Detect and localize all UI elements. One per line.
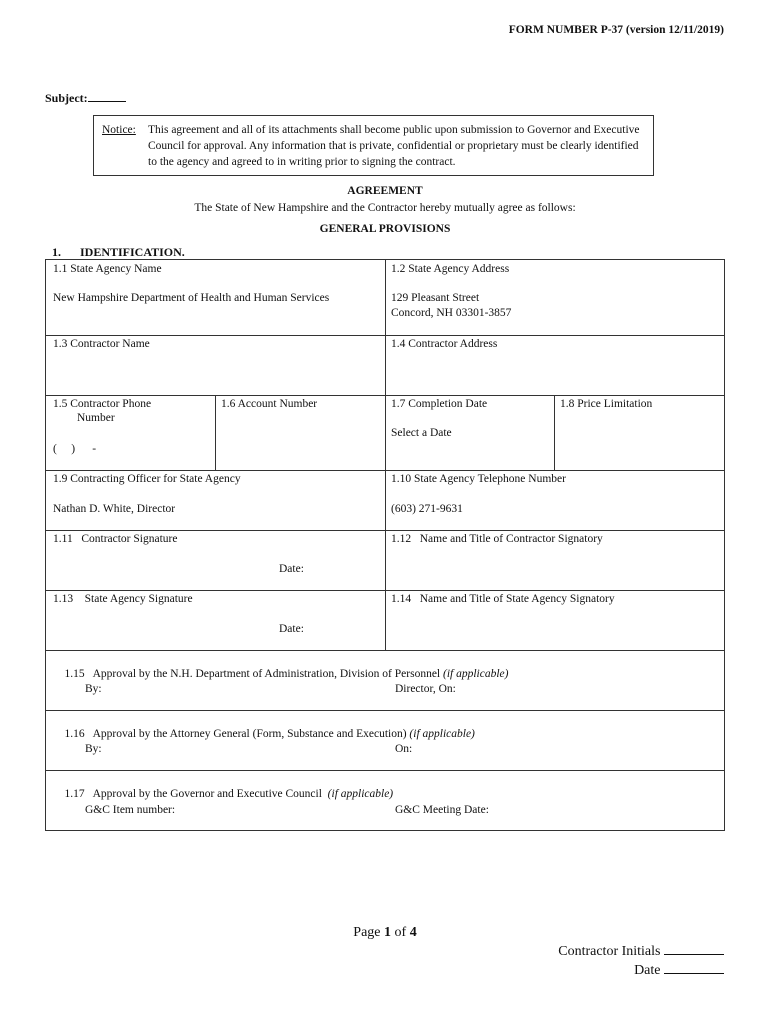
state-agency-address-line2[interactable]: Concord, NH 03301-3857 [391, 307, 512, 319]
gc-item-number[interactable]: G&C Item number: [85, 804, 176, 816]
state-agency-name-value[interactable]: New Hampshire Department of Health and Human Services [53, 292, 330, 304]
footer-initials [558, 942, 724, 980]
personnel-approval-director[interactable]: Director, On: [395, 683, 456, 695]
section-title: IDENTIFICATION. [80, 245, 185, 259]
form-number: FORM NUMBER P-37 (version 12/11/2019) [508, 24, 724, 36]
page-indicator [0, 925, 770, 941]
identification-heading [52, 245, 185, 260]
contractor-initials-row [558, 942, 724, 961]
subject-blank[interactable] [88, 91, 126, 102]
row-divider [46, 770, 724, 771]
contracting-officer-value[interactable]: Nathan D. White, Director [53, 503, 176, 515]
agency-signature-date[interactable]: Date: [279, 623, 304, 635]
page-number: 1 [384, 925, 392, 940]
contractor-address-label: 1.4 Contractor Address [391, 338, 498, 350]
governor-council-approval-note: (if applicable) [327, 788, 394, 800]
subject-line [45, 91, 126, 106]
row-divider [46, 650, 724, 651]
mutual-agreement-text: The State of New Hampshire and the Contractor hereby mutually agree as follows: [194, 202, 576, 214]
date-row [558, 961, 724, 980]
contractor-signature-label: 1.11 Contractor Signature [53, 533, 178, 545]
governor-council-approval-text: 1.17 Approval by the Governor and Executive Council [64, 788, 322, 800]
notice-text: This agreement and all of its attachments shall become public upon submission to Governor and Executive Council for approval. Any information that is private, confidential or proprietary must be clearly identified to the agency and agreed to in writing prior to signing the contract. [148, 124, 640, 168]
personnel-approval-note: (if applicable) [443, 668, 509, 680]
page-word: Page [353, 925, 381, 940]
completion-date-label: 1.7 Completion Date [391, 398, 488, 410]
gc-meeting-date[interactable]: G&C Meeting Date: [395, 804, 489, 816]
contractor-signature-date[interactable]: Date: [279, 563, 304, 575]
contractor-phone-label: 1.5 Contractor Phone [53, 398, 152, 410]
state-agency-name-label: 1.1 State Agency Name [53, 263, 162, 275]
of-word: of [394, 925, 407, 940]
notice-box [93, 115, 654, 176]
agency-signatory-label: 1.14 Name and Title of State Agency Signatory [391, 593, 615, 605]
personnel-approval-by[interactable]: By: [85, 683, 102, 695]
column-divider [554, 395, 555, 470]
section-number: 1. [52, 245, 61, 259]
attorney-general-approval-note: (if applicable) [409, 728, 475, 740]
contractor-phone-label-2: Number [77, 412, 115, 424]
contractor-name-label: 1.3 Contractor Name [53, 338, 150, 350]
agency-telephone-label: 1.10 State Agency Telephone Number [391, 473, 566, 485]
general-provisions-heading: GENERAL PROVISIONS [319, 223, 451, 235]
contractor-signatory-label: 1.12 Name and Title of Contractor Signatory [391, 533, 603, 545]
agency-telephone-value[interactable]: (603) 271-9631 [391, 503, 463, 515]
date-label: Date [634, 963, 661, 978]
personnel-approval-text: 1.15 Approval by the N.H. Department of Administration, Division of Personnel [64, 668, 441, 680]
attorney-general-by[interactable]: By: [85, 743, 102, 755]
subject-label: Subject: [45, 91, 88, 105]
column-divider [215, 395, 216, 470]
contracting-officer-label: 1.9 Contracting Officer for State Agency [53, 473, 241, 485]
attorney-general-approval-text: 1.16 Approval by the Attorney General (Form, Substance and Execution) [64, 728, 407, 740]
price-limitation-label: 1.8 Price Limitation [560, 398, 653, 410]
agency-signature-label: 1.13 State Agency Signature [53, 593, 193, 605]
completion-date-select[interactable]: Select a Date [391, 427, 452, 439]
column-divider [385, 260, 386, 650]
state-agency-address-line1[interactable]: 129 Pleasant Street [391, 292, 480, 304]
agreement-heading: AGREEMENT [347, 185, 423, 197]
notice-label: Notice: [102, 124, 136, 136]
attorney-general-on[interactable]: On: [395, 743, 413, 755]
identification-table [45, 259, 725, 831]
state-agency-address-label: 1.2 State Agency Address [391, 263, 510, 275]
contractor-initials-blank[interactable] [664, 942, 724, 955]
contractor-phone-value[interactable]: ( ) - [53, 443, 97, 455]
date-blank[interactable] [664, 961, 724, 974]
page-total: 4 [409, 925, 417, 940]
contractor-initials-label: Contractor Initials [558, 944, 661, 959]
account-number-label: 1.6 Account Number [221, 398, 318, 410]
row-divider [46, 710, 724, 711]
